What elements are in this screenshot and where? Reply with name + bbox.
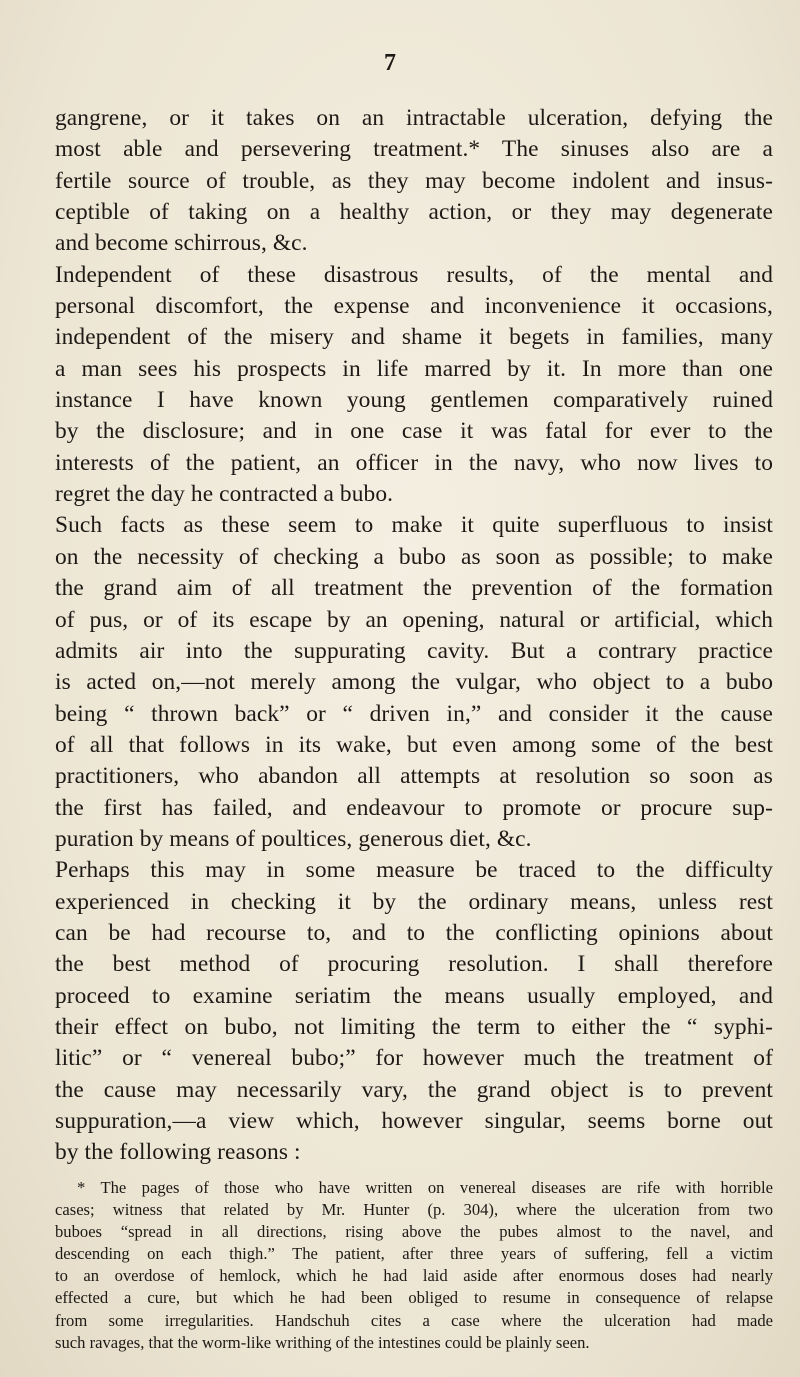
footnote-line: effected a cure, but which he had been obliged to resume in consequence of relapse: [55, 1288, 773, 1308]
body-line: gangrene, or it takes on an intractable ulceration, defying the: [55, 105, 773, 131]
body-line: suppuration,—a view which, however singular, seems borne out: [55, 1108, 773, 1134]
body-line: is acted on,—not merely among the vulgar, who object to a bubo: [55, 669, 773, 696]
body-line: the cause may necessarily vary, the grand object is to prevent: [55, 1076, 773, 1103]
body-line: a man sees his prospects in life marred by it. In more than one: [55, 355, 773, 382]
footnote-line: from some irregularities. Handschuh cites a case where the ulceration had made: [55, 1310, 773, 1330]
body-text: [55, 103, 773, 1169]
footnote-line: buboes “spread in all directions, rising above the pubes almost to the navel, and: [55, 1222, 773, 1242]
footnote-line: cases; witness that related by Mr. Hunter (p. 304), where the ulceration from two: [55, 1200, 773, 1220]
body-line: instance I have known young gentlemen comparatively ruined: [55, 387, 773, 414]
footnote-line: such ravages, that the worm-like writhing of the intestines could be plainly seen.: [55, 1332, 590, 1352]
body-line: the grand aim of all treatment the prevention of the formation: [55, 575, 773, 602]
body-line: their effect on bubo, not limiting the term to either the “ syphi-: [55, 1013, 773, 1040]
body-line: most able and persevering treatment.* The sinuses also are a: [55, 136, 773, 163]
body-line: fertile source of trouble, as they may become indolent and insus-: [55, 167, 773, 194]
body-line: puration by means of poultices, generous diet, &c.: [55, 825, 532, 852]
body-line: interests of the patient, an officer in the navy, who now lives to: [55, 449, 773, 476]
body-line: admits air into the suppurating cavity. But a contrary practice: [55, 637, 773, 664]
body-line: the best method of procuring resolution. I shall therefore: [55, 951, 773, 978]
body-line: ceptible of taking on a healthy action, or they may degenerate: [55, 199, 773, 226]
body-line: the first has failed, and endeavour to promote or procure sup-: [55, 794, 773, 821]
body-line: independent of the misery and shame it begets in families, many: [55, 324, 773, 351]
footnote-line: descending on each thigh.” The patient, after three years of suffering, fell a victim: [55, 1244, 773, 1264]
body-line: litic” or “ venereal bubo;” for however much the treatment of: [55, 1045, 773, 1072]
page-number: 7: [384, 50, 396, 76]
body-line: of pus, or of its escape by an opening, natural or artificial, which: [55, 606, 773, 633]
body-line: personal discomfort, the expense and inconvenience it occasions,: [55, 293, 773, 320]
body-line: can be had recourse to, and to the conflicting opinions about: [55, 919, 773, 946]
body-line: of all that follows in its wake, but even among some of the best: [55, 731, 773, 758]
body-line: by the disclosure; and in one case it was fatal for ever to the: [55, 418, 773, 445]
footnote: [55, 1177, 773, 1354]
body-line: Such facts as these seem to make it quite superfluous to insist: [55, 512, 773, 539]
body-line: Independent of these disastrous results, of the mental and: [55, 261, 773, 288]
footnote-line: to an overdose of hemlock, which he had laid aside after enormous doses had nearly: [55, 1266, 773, 1286]
body-line: regret the day he contracted a bubo.: [55, 481, 394, 508]
body-line: proceed to examine seriatim the means usually employed, and: [55, 982, 773, 1009]
body-line: by the following reasons :: [55, 1139, 301, 1166]
body-line: being “ thrown back” or “ driven in,” and consider it the cause: [55, 700, 773, 727]
body-line: experienced in checking it by the ordinary means, unless rest: [55, 888, 773, 915]
footnote-line: * The pages of those who have written on venereal diseases are rife with horrible: [77, 1178, 773, 1197]
body-line: Perhaps this may in some measure be traced to the difficulty: [55, 857, 773, 884]
body-line: practitioners, who abandon all attempts at resolution so soon as: [55, 763, 773, 790]
body-line: on the necessity of checking a bubo as soon as possible; to make: [55, 543, 773, 570]
body-line: and become schirrous, &c.: [55, 230, 308, 257]
